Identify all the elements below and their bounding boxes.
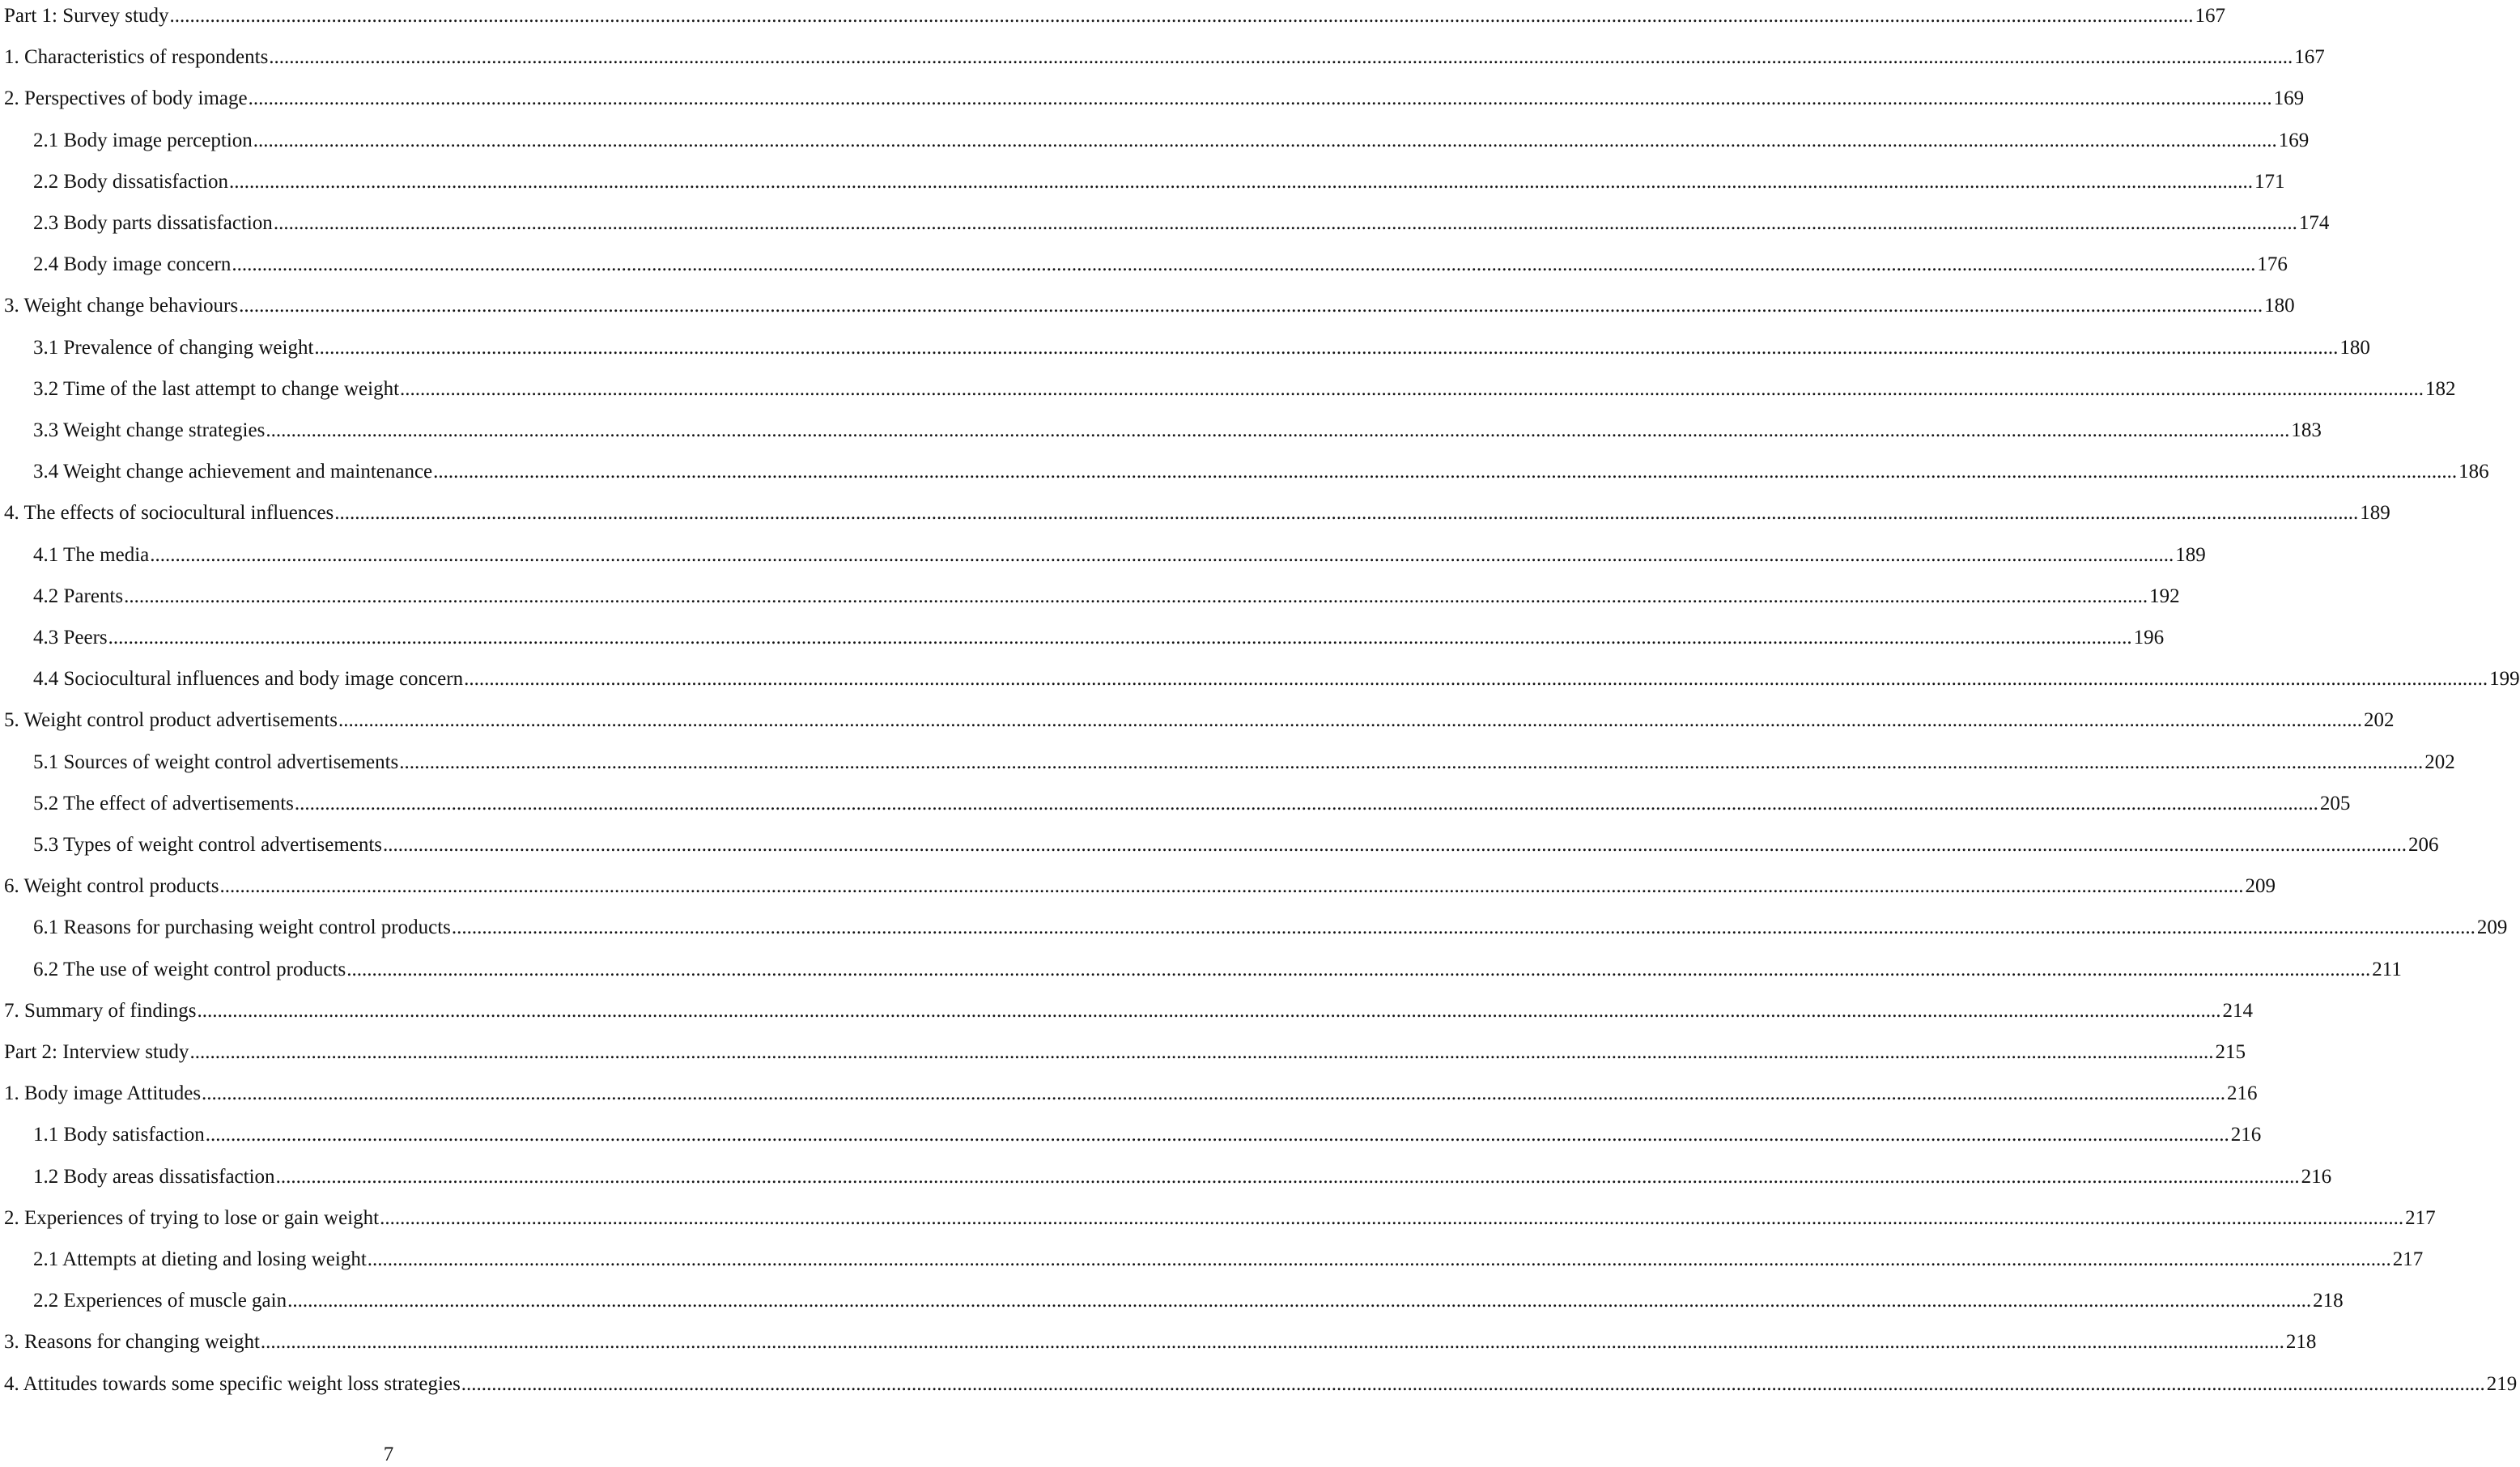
toc-entry-title: 4. The effects of sociocultural influences (4, 502, 334, 525)
toc-entry-title: 2. Perspectives of body image (4, 87, 248, 110)
toc-entry[interactable] (0, 456, 2489, 488)
toc-dot-leader: ................................................................................................................................................................................................................................................................................................................................................................................................................ (219, 875, 2244, 898)
toc-entry-page-number: 167 (2294, 46, 2325, 69)
toc-entry-page-number: 180 (2339, 336, 2370, 359)
toc-entry-page-number: 218 (2313, 1290, 2344, 1312)
toc-entry[interactable] (0, 0, 2225, 32)
toc-entry-title: 4.2 Parents (33, 585, 124, 607)
toc-dot-leader: ................................................................................................................................................................................................................................................................................................................................................................................................................ (346, 958, 2371, 980)
toc-entry-line (4, 0, 2225, 32)
toc-entry[interactable] (0, 663, 2520, 695)
toc-entry-title: 3.4 Weight change achievement and maintenance (33, 461, 433, 483)
toc-dot-leader: ................................................................................................................................................................................................................................................................................................................................................................................................................ (314, 336, 2339, 359)
toc-entry[interactable] (0, 829, 2439, 861)
toc-entry-title: 6. Weight control products (4, 875, 219, 898)
toc-entry-line (33, 207, 2330, 240)
toc-dot-leader: ................................................................................................................................................................................................................................................................................................................................................................................................................ (464, 668, 2488, 691)
toc-entry-page-number: 205 (2319, 792, 2351, 814)
toc-dot-leader: ................................................................................................................................................................................................................................................................................................................................................................................................................ (253, 129, 2277, 151)
toc-entry-title: 3.3 Weight change strategies (33, 419, 266, 441)
toc-entry[interactable] (0, 704, 2395, 737)
toc-dot-leader: ................................................................................................................................................................................................................................................................................................................................................................................................................ (202, 1082, 2226, 1105)
toc-entry-page-number: 214 (2222, 999, 2253, 1022)
toc-entry-line (4, 704, 2395, 737)
toc-entry-title: 4. Attitudes towards some specific weight loss strategies (4, 1372, 461, 1395)
toc-entry-line (4, 83, 2305, 115)
toc-entry[interactable] (0, 995, 2253, 1027)
toc-entry-line (33, 539, 2206, 572)
toc-entry[interactable] (0, 332, 2370, 364)
toc-entry-page-number: 218 (2285, 1331, 2317, 1354)
toc-dot-leader: ................................................................................................................................................................................................................................................................................................................................................................................................................ (205, 1124, 2229, 1146)
toc-dot-leader: ................................................................................................................................................................................................................................................................................................................................................................................................................ (232, 253, 2256, 276)
toc-entry-line (33, 249, 2288, 281)
toc-entry-title: 1. Characteristics of respondents (4, 46, 269, 69)
toc-entry-title: 2. Experiences of trying to lose or gain weight (4, 1206, 380, 1229)
toc-entry-page-number: 196 (2133, 627, 2165, 648)
toc-entry-line (4, 497, 2390, 529)
toc-entry[interactable] (0, 1368, 2518, 1401)
toc-entry-title: 3. Weight change behaviours (4, 295, 239, 317)
toc-entry[interactable] (0, 249, 2288, 281)
toc-entry-title: 5. Weight control product advertisements (4, 709, 338, 732)
toc-entry-page-number: 183 (2291, 419, 2322, 441)
toc-entry-line (33, 415, 2322, 447)
toc-entry-page-number: 192 (2149, 585, 2180, 607)
toc-entry-line (33, 746, 2455, 779)
toc-entry-title: 6.1 Reasons for purchasing weight control products (33, 916, 451, 939)
toc-entry-page-number: 217 (2405, 1206, 2436, 1229)
toc-entry-title: 2.1 Attempts at dieting and losing weight (33, 1248, 367, 1270)
toc-entry-title: Part 1: Survey study (4, 5, 169, 27)
toc-dot-leader: ................................................................................................................................................................................................................................................................................................................................................................................................................ (189, 1041, 2214, 1063)
toc-entry-line (33, 373, 2456, 406)
toc-entry[interactable] (0, 580, 2180, 613)
toc-entry[interactable] (0, 373, 2456, 406)
toc-entry[interactable] (0, 41, 2325, 74)
toc-entry[interactable] (0, 1285, 2344, 1317)
toc-dot-leader: ................................................................................................................................................................................................................................................................................................................................................................................................................ (228, 170, 2253, 193)
toc-entry-title: Part 2: Interview study (4, 1041, 189, 1063)
toc-entry-page-number: 169 (2278, 129, 2310, 151)
toc-entry-title: 7. Summary of findings (4, 999, 197, 1022)
toc-entry-title: 5.3 Types of weight control advertisements (33, 834, 383, 856)
toc-entry-line (33, 580, 2180, 613)
toc-dot-leader: ................................................................................................................................................................................................................................................................................................................................................................................................................ (108, 627, 2132, 648)
toc-entry-title: 2.2 Experiences of muscle gain (33, 1290, 287, 1312)
toc-entry-line (33, 1161, 2332, 1193)
toc-entry[interactable] (0, 746, 2455, 779)
toc-entry[interactable] (0, 622, 2165, 654)
toc-entry-page-number: 219 (2486, 1372, 2518, 1395)
toc-entry-line (4, 1036, 2246, 1069)
toc-entry-page-number: 216 (2301, 1165, 2332, 1188)
toc-dot-leader: ................................................................................................................................................................................................................................................................................................................................................................................................................ (266, 419, 2290, 441)
toc-entry-page-number: 202 (2424, 751, 2455, 773)
toc-entry-page-number: 211 (2372, 958, 2402, 980)
toc-entry-line (33, 954, 2402, 986)
toc-entry-line (4, 995, 2253, 1027)
toc-entry-title: 3.1 Prevalence of changing weight (33, 336, 314, 359)
toc-entry-title: 4.3 Peers (33, 627, 108, 648)
toc-dot-leader: ................................................................................................................................................................................................................................................................................................................................................................................................................ (338, 709, 2363, 732)
toc-entry-line (4, 41, 2325, 74)
toc-entry-title: 2.1 Body image perception (33, 129, 253, 151)
toc-entry-title: 1.1 Body satisfaction (33, 1124, 205, 1146)
toc-entry[interactable] (0, 497, 2390, 529)
toc-dot-leader: ................................................................................................................................................................................................................................................................................................................................................................................................................ (269, 46, 2293, 69)
toc-entry[interactable] (0, 1202, 2436, 1235)
toc-entry-page-number: 216 (2227, 1082, 2258, 1105)
toc-entry-line (33, 1244, 2424, 1276)
toc-dot-leader: ................................................................................................................................................................................................................................................................................................................................................................................................................ (260, 1331, 2284, 1354)
toc-entry[interactable] (0, 788, 2351, 820)
toc-entry[interactable] (0, 1119, 2262, 1151)
toc-dot-leader: ................................................................................................................................................................................................................................................................................................................................................................................................................ (383, 834, 2407, 856)
toc-entry-page-number: 216 (2230, 1124, 2262, 1146)
toc-entry-page-number: 206 (2408, 834, 2439, 856)
toc-entry-line (4, 1202, 2436, 1235)
toc-entry-page-number: 199 (2489, 668, 2520, 691)
toc-dot-leader: ................................................................................................................................................................................................................................................................................................................................................................................................................ (197, 999, 2221, 1022)
toc-entry-title: 2.3 Body parts dissatisfaction (33, 212, 273, 234)
toc-entry-title: 3.2 Time of the last attempt to change weight (33, 377, 400, 400)
toc-entry-page-number: 189 (2175, 543, 2206, 566)
toc-entry-page-number: 186 (2458, 461, 2489, 483)
toc-dot-leader: ................................................................................................................................................................................................................................................................................................................................................................................................................ (239, 295, 2263, 317)
toc-entry-page-number: 215 (2215, 1041, 2246, 1063)
toc-dot-leader: ................................................................................................................................................................................................................................................................................................................................................................................................................ (294, 792, 2318, 814)
toc-entry-line (4, 870, 2276, 903)
toc-entry[interactable] (0, 415, 2322, 447)
toc-entry-page-number: 167 (2195, 5, 2225, 27)
toc-entry-page-number: 182 (2425, 377, 2456, 400)
toc-entry-line (33, 912, 2508, 944)
toc-entry-line (4, 1078, 2258, 1110)
toc-entry-line (33, 829, 2439, 861)
toc-entry-page-number: 169 (2273, 87, 2305, 110)
toc-entry-line (4, 1368, 2518, 1401)
toc-entry-page-number: 202 (2364, 709, 2395, 732)
toc-entry[interactable] (0, 912, 2508, 944)
toc-entry[interactable] (0, 1078, 2258, 1110)
toc-dot-leader: ................................................................................................................................................................................................................................................................................................................................................................................................................ (273, 212, 2297, 234)
toc-entry-title: 1.2 Body areas dissatisfaction (33, 1165, 275, 1188)
toc-entry[interactable] (0, 290, 2295, 322)
toc-entry-title: 3. Reasons for changing weight (4, 1331, 260, 1354)
toc-entry[interactable] (0, 1244, 2424, 1276)
toc-entry-line (33, 788, 2351, 820)
toc-dot-leader: ................................................................................................................................................................................................................................................................................................................................................................................................................ (367, 1248, 2391, 1270)
toc-entry-line (33, 1119, 2262, 1151)
toc-entry-line (4, 290, 2295, 322)
toc-entry-line (33, 125, 2310, 157)
toc-entry-line (33, 166, 2285, 198)
toc-entry-title: 5.2 The effect of advertisements (33, 792, 294, 814)
toc-dot-leader: ................................................................................................................................................................................................................................................................................................................................................................................................................ (399, 751, 2424, 773)
toc-entry[interactable] (0, 207, 2330, 240)
toc-entry[interactable] (0, 83, 2305, 115)
toc-entry-page-number: 171 (2254, 170, 2285, 193)
toc-entry-line (33, 622, 2165, 654)
toc-entry-line (33, 1285, 2344, 1317)
toc-entry-line (33, 456, 2489, 488)
toc-dot-leader: ................................................................................................................................................................................................................................................................................................................................................................................................................ (150, 543, 2174, 566)
toc-entry[interactable] (0, 166, 2285, 198)
toc-dot-leader: ................................................................................................................................................................................................................................................................................................................................................................................................................ (433, 461, 2458, 483)
toc-entry-page-number: 209 (2245, 875, 2276, 898)
toc-entry-page-number: 180 (2264, 295, 2295, 317)
toc-entry[interactable] (0, 539, 2206, 572)
toc-entry-title: 1. Body image Attitudes (4, 1082, 202, 1105)
toc-entry-line (33, 332, 2370, 364)
toc-entry-page-number: 174 (2298, 212, 2330, 234)
toc-entry-title: 5.1 Sources of weight control advertisements (33, 751, 399, 773)
toc-dot-leader: ................................................................................................................................................................................................................................................................................................................................................................................................................ (380, 1206, 2404, 1229)
toc-entry-page-number: 217 (2392, 1248, 2424, 1270)
toc-entry[interactable] (0, 1161, 2332, 1193)
toc-entry[interactable] (0, 1036, 2246, 1069)
toc-dot-leader: ................................................................................................................................................................................................................................................................................................................................................................................................................ (451, 916, 2475, 939)
toc-dot-leader: ................................................................................................................................................................................................................................................................................................................................................................................................................ (400, 377, 2424, 400)
toc-dot-leader: ................................................................................................................................................................................................................................................................................................................................................................................................................ (334, 502, 2359, 525)
toc-entry-title: 6.2 The use of weight control products (33, 958, 346, 980)
toc-dot-leader: ................................................................................................................................................................................................................................................................................................................................................................................................................ (287, 1290, 2312, 1312)
toc-entry[interactable] (0, 870, 2276, 903)
toc-dot-leader: ................................................................................................................................................................................................................................................................................................................................................................................................................ (169, 5, 2194, 27)
toc-entry[interactable] (0, 954, 2402, 986)
toc-entry-title: 4.1 The media (33, 543, 150, 566)
toc-entry-title: 2.4 Body image concern (33, 253, 232, 276)
toc-entry-page-number: 209 (2476, 916, 2508, 939)
toc-entry-page-number: 189 (2360, 502, 2390, 525)
toc-dot-leader: ................................................................................................................................................................................................................................................................................................................................................................................................................ (248, 87, 2272, 110)
toc-dot-leader: ................................................................................................................................................................................................................................................................................................................................................................................................................ (275, 1165, 2300, 1188)
toc-entry-title: 2.2 Body dissatisfaction (33, 170, 228, 193)
page-number: 7 (383, 1444, 394, 1465)
toc-dot-leader: ................................................................................................................................................................................................................................................................................................................................................................................................................ (461, 1372, 2485, 1395)
toc-dot-leader: ................................................................................................................................................................................................................................................................................................................................................................................................................ (124, 585, 2148, 607)
toc-entry-line (4, 1326, 2317, 1359)
toc-entry-page-number: 176 (2257, 253, 2288, 276)
toc-entry-line (33, 663, 2520, 695)
toc-entry-title: 4.4 Sociocultural influences and body image concern (33, 668, 464, 691)
toc-entry[interactable] (0, 125, 2310, 157)
toc-entry[interactable] (0, 1326, 2317, 1359)
